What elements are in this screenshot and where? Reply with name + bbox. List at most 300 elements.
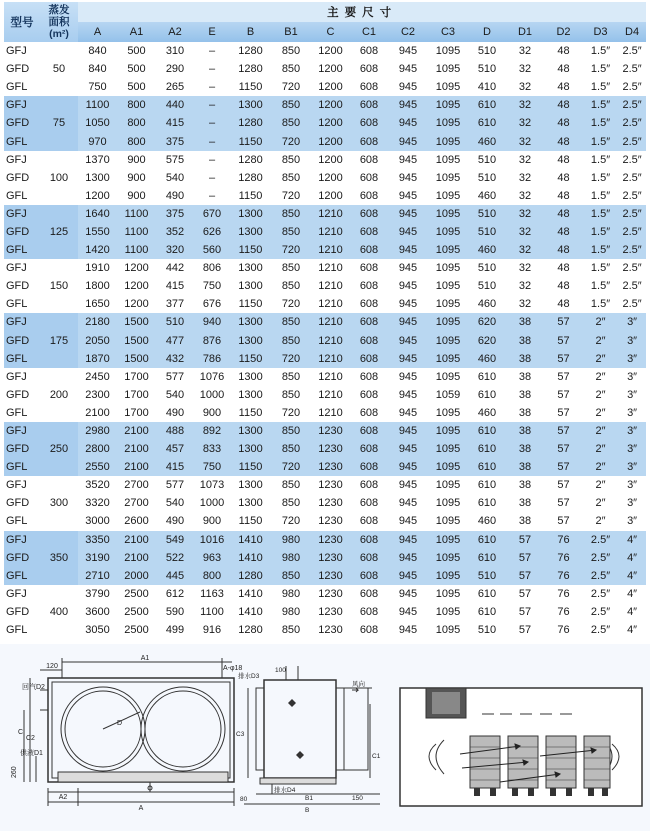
dimension-cell: 3″: [618, 440, 646, 458]
dimension-cell: 610: [468, 458, 506, 476]
dimension-cell: 48: [557, 298, 570, 311]
dimension-cell: 32: [506, 132, 544, 150]
dimension-cell: 460: [468, 350, 506, 368]
dimension-cell: –: [208, 189, 216, 202]
dimension-cell: 460: [477, 406, 497, 419]
dimension-cell: 945: [398, 497, 418, 510]
dimension-cell: 1210: [311, 350, 350, 368]
dimension-cell: 32: [506, 114, 544, 132]
dim-b1-label: B1: [305, 795, 313, 802]
dimension-cell: 2″: [595, 370, 606, 383]
dimension-cell: 608: [359, 497, 379, 510]
dimension-cell: 1410: [238, 605, 263, 618]
dimension-cell: 38: [518, 370, 532, 383]
model-type-cell: GFL: [6, 515, 28, 528]
table-row: [4, 223, 646, 241]
model-type-cell: GFD: [4, 440, 40, 458]
dimension-cell: 1.5″: [583, 114, 618, 132]
dimension-cell: 1095: [428, 350, 468, 368]
dimension-cell: 1095: [435, 171, 461, 184]
dimension-cell: 490: [165, 406, 185, 419]
dimension-cell: 415: [156, 114, 194, 132]
dimension-cell: –: [208, 153, 216, 166]
dimension-cell: 3000: [85, 515, 110, 528]
dimension-cell: 945: [398, 605, 418, 618]
evaporation-area-cell: 300: [49, 497, 69, 510]
dimension-cell: 57: [518, 624, 532, 637]
dimension-cell: 1095: [428, 96, 468, 114]
dimension-cell: 2500: [124, 624, 149, 637]
dimension-cell: 945: [388, 332, 428, 350]
dimension-cell: 1200: [311, 132, 350, 150]
dimension-cell: 3190: [78, 549, 117, 567]
model-type-cell: GFL: [4, 241, 40, 259]
dimension-cell: 2800: [78, 440, 117, 458]
dimension-cell: 2100: [117, 440, 156, 458]
dimension-cell: 1095: [428, 422, 468, 440]
dimension-cell: 540: [165, 388, 185, 401]
column-header: A1: [117, 22, 156, 42]
dimension-cell: 590: [165, 605, 185, 618]
dimension-cell: 1000: [199, 388, 225, 401]
dimension-cell: 510: [468, 223, 506, 241]
dimension-cell: 32: [506, 241, 544, 259]
dimension-cell: 2″: [583, 440, 618, 458]
column-header: A2: [156, 22, 194, 42]
dimension-cell: 786: [194, 350, 230, 368]
dimension-cell: 1200: [124, 262, 149, 275]
dimension-cell: 608: [350, 458, 388, 476]
dimension-cell: 48: [557, 171, 570, 184]
dim-a1-label: A1: [140, 655, 150, 662]
dimension-cell: 608: [350, 531, 388, 549]
dimension-cell: 488: [156, 422, 194, 440]
dimension-cell: 2.5″: [622, 81, 642, 94]
model-type-cell: GFL: [4, 458, 40, 476]
dimension-cell: 850: [271, 114, 311, 132]
dimension-cell: 1095: [435, 153, 461, 166]
dimension-cell: 850: [281, 280, 301, 293]
dimension-cell: 460: [477, 189, 497, 202]
dimension-cell: 1640: [78, 205, 117, 223]
dim-c2-label: C2: [26, 735, 35, 742]
dimension-cell: 980: [271, 549, 311, 567]
dimension-cell: 57: [506, 549, 544, 567]
wind-direction-label: 风向: [352, 681, 365, 688]
dimension-cell: 2600: [124, 515, 149, 528]
table-row: [4, 386, 646, 404]
dimension-cell: 608: [359, 153, 379, 166]
dimension-cell: 32: [518, 298, 532, 311]
dimension-cell: 720: [271, 350, 311, 368]
dimension-cell: 1.5″: [590, 298, 611, 311]
dimension-cell: 2100: [117, 458, 156, 476]
table-row: [4, 151, 646, 169]
dimension-cell: 1150: [230, 458, 271, 476]
dimension-cell: 2″: [583, 313, 618, 331]
dimension-cell: 1300: [230, 440, 271, 458]
dimension-cell: 2.5″: [622, 153, 642, 166]
dimension-cell: 945: [388, 313, 428, 331]
dimension-cell: 1.5″: [583, 241, 618, 259]
dimension-cell: 2″: [583, 458, 618, 476]
dimension-cell: 800: [117, 96, 156, 114]
dimension-cell: 1500: [117, 350, 156, 368]
dimension-cell: 375: [156, 132, 194, 150]
dimension-cell: 2700: [124, 479, 149, 492]
dimension-cell: 3520: [85, 479, 110, 492]
dimension-cell: 1300: [238, 479, 263, 492]
drain-d3-label: 排水D3: [238, 673, 260, 680]
dimension-cell: 48: [557, 63, 570, 76]
dimension-cell: 945: [398, 388, 418, 401]
dimension-cell: 1300: [85, 171, 110, 184]
dimension-cell: 76: [557, 605, 570, 618]
dimension-cell: 352: [156, 223, 194, 241]
dimension-cell: 510: [156, 313, 194, 331]
dimension-cell: 57: [506, 531, 544, 549]
column-header: C2: [388, 22, 428, 42]
dimension-cell: 1095: [428, 567, 468, 585]
dimension-cell: 2″: [595, 515, 606, 528]
dimension-cell: 608: [350, 114, 388, 132]
dimension-cell: 850: [271, 422, 311, 440]
dimension-cell: 1550: [78, 223, 117, 241]
dimension-cell: 4″: [618, 531, 646, 549]
model-type-cell: GFD: [4, 332, 40, 350]
dimension-cell: 410: [477, 81, 497, 94]
dimension-cell: 32: [506, 96, 544, 114]
dimension-cell: 1280: [230, 567, 271, 585]
dimension-cell: 48: [544, 205, 583, 223]
dimension-cell: 1300: [230, 422, 271, 440]
dimension-cell: 608: [350, 132, 388, 150]
dimension-cell: 57: [557, 515, 570, 528]
evaporation-area-cell: 175: [40, 313, 78, 367]
dimension-cell: 1410: [230, 549, 271, 567]
dimension-cell: 48: [557, 153, 570, 166]
model-type-cell: GFJ: [6, 45, 27, 58]
dimension-cell: 720: [281, 298, 301, 311]
dimension-cell: 76: [544, 549, 583, 567]
dimension-cell: 608: [350, 422, 388, 440]
dimension-cell: 850: [271, 96, 311, 114]
dimension-cell: 1150: [238, 406, 263, 419]
model-type-cell: GFL: [4, 350, 40, 368]
model-type-cell: GFL: [6, 406, 28, 419]
dimension-cell: 1300: [238, 280, 263, 293]
model-type-cell: GFJ: [4, 531, 40, 549]
table-row: [4, 531, 646, 549]
dimension-cell: 1910: [85, 262, 110, 275]
dimension-cell: 1370: [85, 153, 110, 166]
dimension-cell: 750: [202, 280, 222, 293]
dimension-cell: 876: [194, 332, 230, 350]
dimension-cell: 38: [506, 458, 544, 476]
dimension-cell: 1.5″: [590, 171, 611, 184]
dimension-cell: 2″: [583, 422, 618, 440]
dimension-cell: 3″: [627, 406, 638, 419]
table-row: [4, 440, 646, 458]
dimension-cell: 945: [388, 132, 428, 150]
dim-c1-label: C1: [372, 753, 381, 760]
dimension-cell: 1200: [318, 63, 343, 76]
dimension-cell: 3350: [78, 531, 117, 549]
dimension-cell: 3″: [627, 370, 638, 383]
dim-80-label: 80: [240, 796, 248, 803]
dimension-cell: 945: [388, 241, 428, 259]
dimension-cell: 560: [194, 241, 230, 259]
dimension-cell: 290: [165, 63, 185, 76]
dimension-cell: 460: [468, 241, 506, 259]
dimension-cell: 440: [156, 96, 194, 114]
dimension-cell: 1200: [318, 189, 343, 202]
dimension-cell: 2.5″: [622, 63, 642, 76]
dimension-cell: 945: [398, 262, 418, 275]
dimension-cell: 1420: [78, 241, 117, 259]
dimension-cell: 1210: [311, 223, 350, 241]
dimension-cell: 1163: [200, 587, 224, 600]
supply-d1-label: 供液D1: [20, 750, 43, 757]
dimension-cell: 510: [477, 280, 497, 293]
dimension-cell: 38: [518, 406, 532, 419]
dimension-cell: 900: [127, 153, 146, 166]
dimension-cell: 510: [468, 205, 506, 223]
dimension-cell: 1300: [238, 370, 263, 383]
model-type-cell: GFL: [4, 567, 40, 585]
dimension-cell: 900: [127, 171, 146, 184]
dimension-cell: 2.5″: [583, 549, 618, 567]
dimension-cell: 2000: [117, 567, 156, 585]
dimension-cell: 1210: [318, 406, 343, 419]
dimension-cell: 720: [281, 406, 301, 419]
dimension-cell: 1410: [238, 587, 263, 600]
dimension-cell: 32: [518, 45, 532, 58]
dimension-cell: 48: [544, 114, 583, 132]
dimension-cell: 460: [468, 132, 506, 150]
dimension-cell: 490: [165, 515, 185, 528]
dimension-cell: 1650: [85, 298, 110, 311]
model-type-cell: GFJ: [6, 479, 27, 492]
dimension-cell: 2.5″: [583, 531, 618, 549]
dimension-cell: 577: [165, 479, 185, 492]
dimension-cell: 945: [398, 63, 418, 76]
dimension-cell: 2.5″: [618, 205, 646, 223]
dimension-cell: 477: [156, 332, 194, 350]
dimension-cell: 612: [165, 587, 185, 600]
dimension-cell: 2″: [595, 497, 606, 510]
model-type-cell: GFD: [6, 605, 30, 618]
dimension-cell: 850: [281, 45, 301, 58]
dimension-cell: 48: [557, 45, 570, 58]
dimension-cell: 1095: [428, 531, 468, 549]
dimension-cell: 3600: [85, 605, 110, 618]
dimension-cell: 900: [202, 406, 222, 419]
main-dimensions-header: 主要尺寸: [78, 2, 646, 22]
dimension-cell: 610: [477, 479, 497, 492]
dimension-cell: 48: [557, 280, 570, 293]
dimension-cell: 38: [506, 350, 544, 368]
dimension-cell: 1210: [311, 313, 350, 331]
model-type-cell: GFJ: [4, 313, 40, 331]
dimension-cell: 1150: [238, 81, 263, 94]
dimension-cell: 608: [359, 370, 379, 383]
dim-a-label: A: [138, 805, 144, 812]
dimension-cell: 522: [156, 549, 194, 567]
dimension-cell: 4″: [618, 567, 646, 585]
dimension-cell: 800: [194, 567, 230, 585]
dimension-cell: 1230: [318, 587, 343, 600]
dimension-cell: –: [208, 45, 216, 58]
evaporation-area-cell: 400: [49, 605, 69, 618]
dimensions-table: [4, 2, 646, 639]
dimension-cell: 840: [88, 63, 107, 76]
evaporation-area-cell: 125: [40, 205, 78, 259]
dimension-cell: –: [194, 96, 230, 114]
dimension-cell: 510: [477, 153, 497, 166]
dimension-cell: 48: [544, 132, 583, 150]
dimension-cell: 32: [506, 205, 544, 223]
dimension-cell: 916: [202, 624, 222, 637]
dimension-cell: 1280: [238, 45, 263, 58]
dimension-cell: 608: [350, 567, 388, 585]
dimension-cell: 57: [557, 497, 570, 510]
dimension-cell: 1095: [435, 515, 461, 528]
dimension-cell: 265: [165, 81, 185, 94]
dimension-cell: 980: [281, 587, 301, 600]
dimension-cell: 510: [468, 567, 506, 585]
area-header: [40, 2, 78, 42]
dimension-cell: 2.5″: [590, 587, 611, 600]
model-type-cell: GFJ: [4, 96, 40, 114]
dimension-cell: 1230: [311, 440, 350, 458]
dimension-cell: 850: [271, 567, 311, 585]
dimension-cell: 610: [477, 370, 497, 383]
dimension-cell: 610: [468, 440, 506, 458]
dimension-cell: 1300: [230, 96, 271, 114]
dimension-cell: 2100: [117, 422, 156, 440]
column-header: D4: [618, 22, 646, 42]
dimension-cell: 1280: [238, 63, 263, 76]
dimension-cell: 945: [388, 96, 428, 114]
dimension-cell: 1100: [117, 241, 156, 259]
dimension-cell: 1150: [230, 350, 271, 368]
dimension-cell: 1.5″: [590, 63, 611, 76]
dimension-cell: 850: [281, 497, 301, 510]
dim-a2-label: A2: [58, 794, 68, 801]
column-header: B1: [271, 22, 311, 42]
model-type-cell: GFD: [4, 114, 40, 132]
dimension-cell: 2.5″: [622, 171, 642, 184]
dimension-cell: 1200: [124, 298, 149, 311]
dimension-cell: 2.5″: [622, 280, 642, 293]
dimension-cell: 48: [557, 189, 570, 202]
airflow-diagram: [400, 688, 642, 806]
dimension-cell: 1.5″: [590, 153, 611, 166]
dimension-cell: 375: [156, 205, 194, 223]
dimension-cell: 945: [388, 223, 428, 241]
dimension-cell: 1210: [318, 262, 343, 275]
dimension-cell: 1095: [435, 406, 461, 419]
table-row: [4, 277, 646, 295]
table-row: [4, 132, 646, 150]
dimension-cell: 1095: [428, 241, 468, 259]
dimension-cell: 1100: [117, 205, 156, 223]
dimension-cell: 32: [518, 81, 532, 94]
dimension-cell: 945: [398, 298, 418, 311]
dimension-cell: 1230: [318, 497, 343, 510]
model-type-cell: GFD: [6, 388, 30, 401]
dimension-cell: 415: [156, 458, 194, 476]
dimension-cell: 1200: [318, 171, 343, 184]
dimension-cell: 57: [506, 567, 544, 585]
dimension-cell: 1.5″: [583, 205, 618, 223]
dimension-cell: 945: [398, 45, 418, 58]
dim-150-label: 150: [352, 795, 363, 802]
dimension-cell: 2550: [78, 458, 117, 476]
dimension-cell: 608: [359, 81, 379, 94]
table-row: [4, 476, 646, 494]
dimension-cell: 2.5″: [622, 45, 642, 58]
dimension-cell: 1500: [117, 332, 156, 350]
dimension-cell: 1095: [435, 587, 461, 600]
dimension-cell: 1095: [435, 605, 461, 618]
dimension-cell: 2180: [78, 313, 117, 331]
dimension-cell: 610: [468, 96, 506, 114]
dimension-cell: 1210: [318, 298, 343, 311]
dimension-cell: 1230: [318, 479, 343, 492]
dimension-cell: 608: [350, 332, 388, 350]
dim-c3-label: C3: [236, 731, 245, 738]
dimension-cell: 457: [156, 440, 194, 458]
dimension-cell: 1095: [435, 63, 461, 76]
dimension-cell: 500: [127, 81, 146, 94]
dimension-cell: 945: [398, 189, 418, 202]
dimension-cell: 57: [544, 332, 583, 350]
dimension-cell: 720: [271, 132, 311, 150]
dimension-cell: 1050: [78, 114, 117, 132]
dimension-cell: 1095: [435, 81, 461, 94]
dimension-cell: 577: [165, 370, 185, 383]
dimension-cell: 57: [544, 440, 583, 458]
dimension-cell: 945: [398, 515, 418, 528]
dimension-cell: 3″: [618, 458, 646, 476]
dimension-cell: –: [194, 114, 230, 132]
dimension-cell: 608: [350, 313, 388, 331]
dimension-cell: 2.5″: [622, 189, 642, 202]
dimension-cell: 1300: [230, 223, 271, 241]
dimension-cell: 76: [557, 624, 570, 637]
model-type-cell: GFD: [6, 497, 30, 510]
dimension-cell: 2500: [124, 587, 149, 600]
column-header: C1: [350, 22, 388, 42]
column-header: D2: [544, 22, 583, 42]
dimension-cell: 2″: [595, 388, 606, 401]
dimension-cell: 48: [557, 262, 570, 275]
dimension-cell: –: [208, 81, 216, 94]
model-type-cell: GFD: [6, 280, 30, 293]
dimension-cell: 1300: [230, 205, 271, 223]
dimension-cell: 1016: [194, 531, 230, 549]
dimension-cell: 1.5″: [590, 45, 611, 58]
dimension-cell: 1280: [238, 171, 263, 184]
dimension-cell: 1200: [311, 114, 350, 132]
dimension-cell: 1.5″: [583, 132, 618, 150]
dimension-cell: 3790: [85, 587, 110, 600]
column-header: A: [78, 22, 117, 42]
dimension-cell: 945: [398, 153, 418, 166]
dimension-cell: 608: [359, 189, 379, 202]
